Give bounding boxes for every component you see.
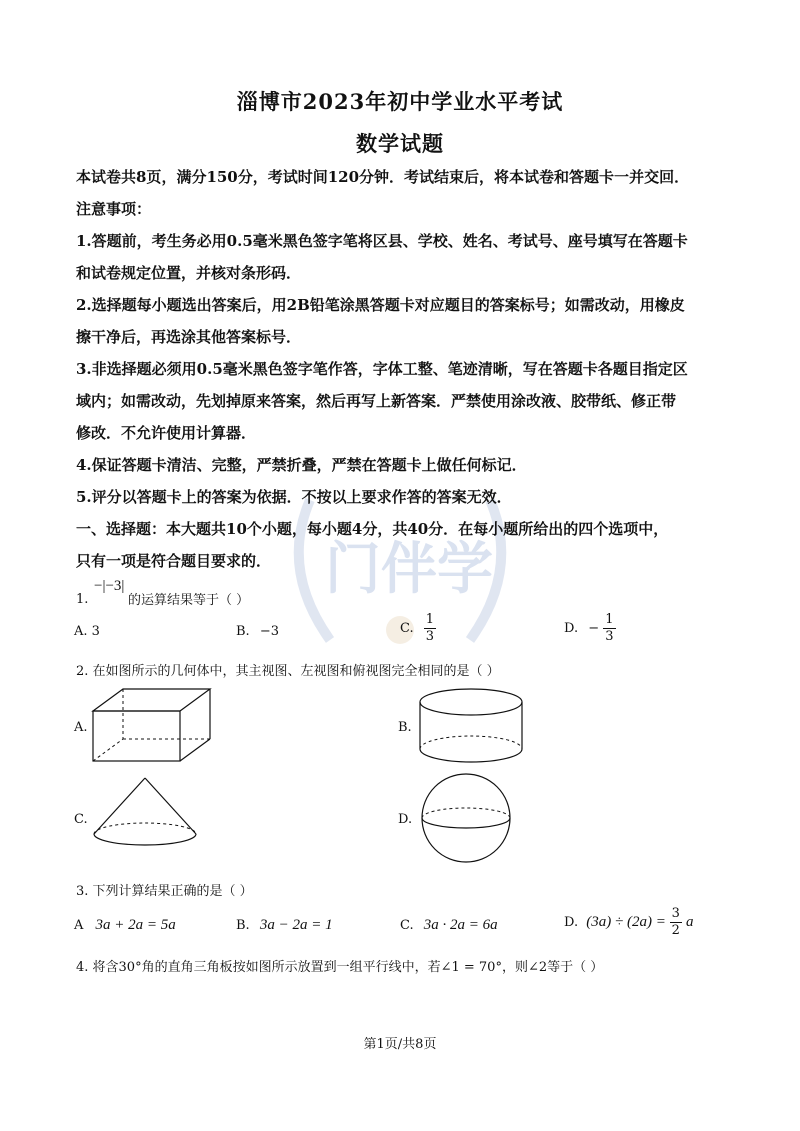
note-4: 4.保证答题卡清洁、完整，严禁折叠，严禁在答题卡上做任何标记． bbox=[76, 456, 527, 474]
fraction bbox=[670, 906, 682, 939]
note-5: 5.评分以答题卡上的答案为依据．不按以上要求作答的答案无效． bbox=[76, 488, 512, 506]
option-label: B. bbox=[236, 624, 250, 639]
watermark-text: 门伴学 bbox=[325, 537, 493, 602]
option-expression: 3a − 2a = 1 bbox=[259, 917, 333, 933]
page-subtitle: 数学试题 bbox=[356, 131, 444, 156]
q2-option-a-label[interactable]: A. bbox=[74, 720, 88, 735]
note-3-line-3: 修改．不允许使用计算器． bbox=[76, 424, 257, 442]
page-title: 淄博市2023年初中学业水平考试 bbox=[236, 89, 564, 114]
minus-sign: − bbox=[588, 621, 600, 636]
note-2-line-1: 2.选择题每小题选出答案后，用2B铅笔涂黑答题卡对应题目的答案标号；如需改动，用橡皮 bbox=[76, 296, 685, 314]
note-3-line-2: 域内；如需改动，先划掉原来答案，然后再写上新答案．严禁使用涂改液、胶带纸、修正带 bbox=[76, 392, 677, 410]
q3-option-a[interactable] bbox=[74, 917, 176, 934]
q1-option-b[interactable] bbox=[236, 624, 279, 639]
q3-option-b[interactable] bbox=[236, 917, 333, 934]
option-value: 3 bbox=[91, 624, 100, 639]
q3-text: 3. 下列计算结果正确的是（ ） bbox=[76, 884, 253, 899]
option-label: D. bbox=[564, 915, 579, 930]
option-expression-tail: a bbox=[686, 914, 694, 930]
numerator: 1 bbox=[425, 612, 435, 627]
note-2-line-2: 擦干净后，再选涂其他答案标号． bbox=[76, 328, 302, 346]
section-heading-line-1: 一、选择题：本大题共10个小题，每小题4分，共40分．在每小题所给出的四个选项中， bbox=[76, 520, 669, 538]
q2-option-b-label[interactable]: B. bbox=[398, 720, 412, 735]
fraction bbox=[603, 612, 615, 645]
q1-expression: −|−3| bbox=[94, 578, 125, 594]
q3-option-c[interactable] bbox=[400, 917, 498, 934]
sphere-icon bbox=[420, 770, 512, 866]
note-1-line-2: 和试卷规定位置，并核对条形码． bbox=[76, 264, 302, 282]
q1-option-a[interactable] bbox=[74, 624, 100, 639]
cone-icon bbox=[90, 776, 200, 852]
denominator: 2 bbox=[671, 923, 680, 938]
note-1-line-1: 1.答题前，考生务必用0.5毫米黑色签字笔将区县、学校、姓名、考试号、座号填写在答题卡 bbox=[76, 232, 688, 250]
numerator: 3 bbox=[671, 906, 680, 921]
option-label: A bbox=[74, 918, 84, 933]
cylinder-icon bbox=[416, 686, 526, 766]
note-3-line-1: 3.非选择题必须用0.5毫米黑色签字笔作答，字体工整、笔迹清晰，写在答题卡各题目指定区 bbox=[76, 360, 688, 378]
denominator: 3 bbox=[605, 629, 614, 644]
option-label: A. bbox=[74, 624, 88, 639]
numerator: 1 bbox=[605, 612, 614, 627]
option-expression: (3a) ÷ (2a) = bbox=[586, 914, 670, 930]
option-expression: 3a · 2a = 6a bbox=[423, 917, 498, 933]
q2-option-c-label[interactable]: C. bbox=[74, 812, 88, 827]
notice-heading: 注意事项： bbox=[76, 200, 152, 218]
cuboid-icon bbox=[90, 686, 215, 766]
option-label: D. bbox=[564, 621, 579, 636]
q1-number: 1. bbox=[76, 592, 89, 607]
option-label: C. bbox=[400, 918, 414, 933]
denominator: 3 bbox=[425, 629, 435, 644]
option-label: C. bbox=[400, 621, 414, 636]
q1-text: 的运算结果等于（ ） bbox=[128, 593, 250, 608]
q2-option-d-label[interactable]: D. bbox=[398, 812, 413, 827]
option-expression: 3a + 2a = 5a bbox=[95, 917, 176, 933]
fraction bbox=[424, 612, 436, 645]
q1-option-d[interactable] bbox=[564, 612, 616, 645]
q4-text: 4. 将含30°角的直角三角板按如图所示放置到一组平行线中，若∠1 = 70°，则∠2等于（ ） bbox=[76, 960, 604, 975]
option-label: B. bbox=[236, 918, 250, 933]
q3-option-d[interactable] bbox=[564, 906, 694, 939]
page-number: 第1页/共8页 bbox=[363, 1037, 437, 1052]
q2-text: 2. 在如图所示的几何体中，其主视图、左视图和俯视图完全相同的是（ ） bbox=[76, 664, 500, 679]
intro-line: 本试卷共8页，满分150分，考试时间120分钟．考试结束后，将本试卷和答题卡一并交回． bbox=[76, 168, 690, 186]
section-heading-line-2: 只有一项是符合题目要求的． bbox=[76, 552, 272, 570]
option-value: −3 bbox=[259, 624, 279, 639]
q1-option-c[interactable] bbox=[400, 612, 436, 645]
